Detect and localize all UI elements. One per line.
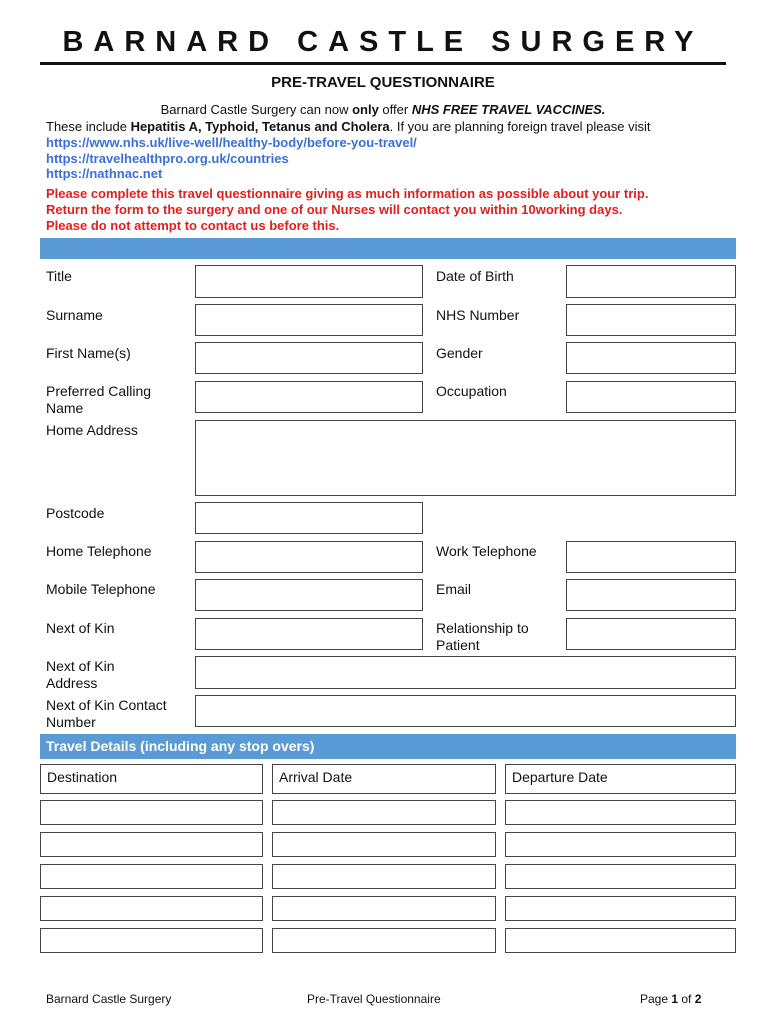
label-work-telephone: Work Telephone bbox=[436, 543, 537, 559]
footer-page bbox=[640, 992, 701, 1006]
label-mobile-telephone: Mobile Telephone bbox=[46, 581, 156, 597]
nhs-number-field[interactable] bbox=[566, 304, 736, 336]
label-nok-contact: Next of Kin Contact Number bbox=[46, 697, 167, 730]
destination-cell[interactable] bbox=[40, 800, 263, 825]
label-nok-address: Next of Kin Address bbox=[46, 658, 115, 691]
personal-section-bar bbox=[40, 238, 736, 259]
label-postcode: Postcode bbox=[46, 505, 105, 521]
label-relationship: Relationship to Patient bbox=[436, 620, 529, 653]
next-of-kin-field[interactable] bbox=[195, 618, 423, 650]
intro-only: only bbox=[352, 102, 379, 117]
intro-vaccine-list: Hepatitis A, Typhoid, Tetanus and Cholera bbox=[130, 119, 390, 134]
arrival-date-cell[interactable] bbox=[272, 928, 496, 953]
page-number: 1 bbox=[671, 992, 679, 1006]
work-telephone-field[interactable] bbox=[566, 541, 736, 573]
page-label: Page bbox=[640, 992, 672, 1006]
first-names-field[interactable] bbox=[195, 342, 423, 374]
page-total: 2 bbox=[694, 992, 702, 1006]
destination-cell[interactable] bbox=[40, 864, 263, 889]
travel-section-bar: Travel Details (including any stop overs) bbox=[40, 734, 736, 759]
departure-date-cell[interactable] bbox=[505, 928, 736, 953]
page-of: of bbox=[678, 992, 695, 1006]
label-home-address: Home Address bbox=[46, 422, 138, 438]
footer-center: Pre-Travel Questionnaire bbox=[307, 992, 441, 1006]
footer-left: Barnard Castle Surgery bbox=[46, 992, 172, 1006]
link-travelhealthpro[interactable]: https://travelhealthpro.org.uk/countries bbox=[46, 151, 289, 166]
nok-contact-field[interactable] bbox=[195, 695, 736, 727]
intro-free-vaccines: NHS FREE TRAVEL VACCINES. bbox=[411, 102, 606, 117]
departure-date-cell[interactable] bbox=[505, 864, 736, 889]
postcode-field[interactable] bbox=[195, 502, 423, 534]
label-dob: Date of Birth bbox=[436, 268, 514, 284]
occupation-field[interactable] bbox=[566, 381, 736, 413]
label-email: Email bbox=[436, 581, 472, 597]
dob-field[interactable] bbox=[566, 265, 736, 298]
label-nhs-number: NHS Number bbox=[436, 307, 520, 323]
arrival-date-cell[interactable] bbox=[272, 896, 496, 921]
label-home-telephone: Home Telephone bbox=[46, 543, 152, 559]
arrival-date-cell[interactable] bbox=[272, 800, 496, 825]
email-field[interactable] bbox=[566, 579, 736, 611]
label-next-of-kin: Next of Kin bbox=[46, 620, 115, 636]
home-address-field[interactable] bbox=[195, 420, 736, 496]
warning-line-3: Please do not attempt to contact us before this. bbox=[46, 218, 340, 233]
nok-address-field[interactable] bbox=[195, 656, 736, 689]
gender-field[interactable] bbox=[566, 342, 736, 374]
relationship-field[interactable] bbox=[566, 618, 736, 650]
intro-text: These include bbox=[46, 119, 131, 134]
surname-field[interactable] bbox=[195, 304, 423, 336]
arrival-date-cell[interactable] bbox=[272, 832, 496, 857]
label-occupation: Occupation bbox=[436, 383, 507, 399]
col-departure-date: Departure Date bbox=[505, 764, 736, 794]
label-title: Title bbox=[46, 268, 72, 284]
departure-date-cell[interactable] bbox=[505, 896, 736, 921]
preferred-name-field[interactable] bbox=[195, 381, 423, 413]
intro-line-1 bbox=[40, 102, 726, 117]
label-first-names: First Name(s) bbox=[46, 345, 131, 361]
link-nhs[interactable]: https://www.nhs.uk/live-well/healthy-body/before-you-travel/ bbox=[46, 135, 417, 150]
label-preferred-name: Preferred Calling Name bbox=[46, 383, 152, 416]
link-nathnac[interactable]: https://nathnac.net bbox=[46, 166, 163, 181]
home-telephone-field[interactable] bbox=[195, 541, 423, 573]
intro-text: offer bbox=[378, 102, 412, 117]
col-destination: Destination bbox=[40, 764, 263, 794]
surgery-title: BARNARD CASTLE SURGERY bbox=[62, 26, 704, 58]
form-title: PRE-TRAVEL QUESTIONNAIRE bbox=[271, 74, 495, 91]
intro-text: . If you are planning foreign travel please visit bbox=[389, 119, 651, 134]
title-field[interactable] bbox=[195, 265, 423, 298]
title-rule bbox=[40, 62, 726, 65]
destination-cell[interactable] bbox=[40, 928, 263, 953]
intro-text: Barnard Castle Surgery can now bbox=[160, 102, 353, 117]
destination-cell[interactable] bbox=[40, 832, 263, 857]
departure-date-cell[interactable] bbox=[505, 800, 736, 825]
departure-date-cell[interactable] bbox=[505, 832, 736, 857]
label-surname: Surname bbox=[46, 307, 103, 323]
destination-cell[interactable] bbox=[40, 896, 263, 921]
arrival-date-cell[interactable] bbox=[272, 864, 496, 889]
label-gender: Gender bbox=[436, 345, 483, 361]
col-arrival-date: Arrival Date bbox=[272, 764, 496, 794]
mobile-telephone-field[interactable] bbox=[195, 579, 423, 611]
intro-line-2 bbox=[46, 119, 746, 134]
warning-line-2: Return the form to the surgery and one of our Nurses will contact you within 10working days. bbox=[46, 202, 623, 217]
warning-line-1: Please complete this travel questionnaire giving as much information as possible about your trip. bbox=[46, 186, 649, 201]
